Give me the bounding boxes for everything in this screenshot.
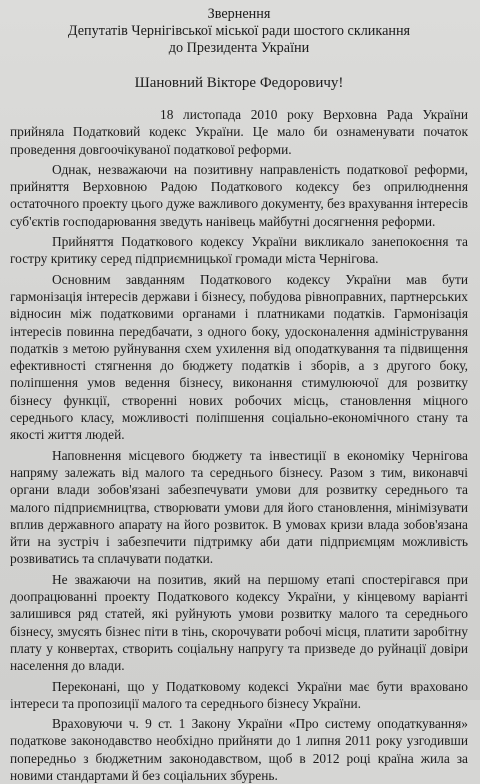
salutation: Шановний Вікторе Федоровичу! [134, 75, 344, 91]
paragraph: Основним завданням Податкового кодексу України мав бути гармонізація інтересів держави і бізнесу, побудова рівноправних, партнерських відносин між податковими органами і платниками податків. Гармонізація інтересів повинна передбачати, з одного боку, удосконалення адміністрування податків з метою руйнування схем ухилення від оподаткування та підвищення ефективності стягнення до бюджету податків і зборів, а з другого боку, поліпшення умов ведення бізнесу, виконання стимулюючої для розвитку бізнесу функції, створенні нових робочих місць, становлення міцного середнього класу, можливості поліпшення соціально-економічного стану та якості життя людей. [10, 271, 468, 443]
document-header [10, 6, 468, 57]
paragraph: 18 листопада 2010 року Верховна Рада України прийняла Податковий кодекс України. Це мало би ознаменувати початок проведення довгоочікуваної податкової реформи. [10, 107, 468, 157]
paragraph: Прийняття Податкового кодексу України викликало занепокоєння та гостру критику серед підприємницької громади міста Чернігова. [10, 234, 468, 267]
paragraph: Враховуючи ч. 9 ст. 1 Закону України «Про систему оподаткування» податкове законодавство необхідно прийняти до 1 липня 2011 року узгодивши попередньо з бюджетним законодавством, щоб в 2012 році країна жила за новими стандартами й без соціальних збурень. [10, 716, 468, 783]
header-addressee: до Президента України [168, 40, 310, 56]
document-body [10, 106, 468, 784]
paragraph: Переконані, що у Податковому кодексі України має бути враховано інтереси та пропозиції малого та середнього бізнесу України. [10, 678, 468, 711]
header-title: Звернення [207, 6, 271, 22]
paragraph: Однак, незважаючи на позитивну направленість податкової реформи, прийняття Верховною Радою Податкового кодексу без оприлюднення остаточного проекту цього дуже важливого документу, без врахування інтересів суб'єктів господарювання зведуть нанівець майбутні досягнення реформи. [10, 161, 468, 229]
header-authors: Депутатів Чернігівської міської ради шостого скликання [67, 23, 411, 39]
paragraph: Не зважаючи на позитив, який на першому етапі спостерігався при доопрацюванні проекту Податкового кодексу України, у кінцевому варіанті залишився ряд статей, які руйнують умови розвитку малого та середнього бізнесу, змусять бізнес піти в тінь, скорочувати робочі місця, платити заробітну плату у конвертах, створить соціальну напругу та призведе до руйнації довіри населення до влади. [10, 571, 468, 674]
paragraph: Наповнення місцевого бюджету та інвестиції в економіку Чернігова напряму залежать від малого та середнього бізнесу. Разом з тим, виконавчі органи влади зобов'язані забезпечувати умови для розвитку середнього та малого підприємництва, створювати умови для його становлення, мінімізувати вплив державного апарату на його розвиток. В умовах кризи влада зобов'язана йти на зустріч і забезпечити підтримку аби дати підприємцям можливість розвиватись та сплачувати податки. [10, 447, 468, 567]
